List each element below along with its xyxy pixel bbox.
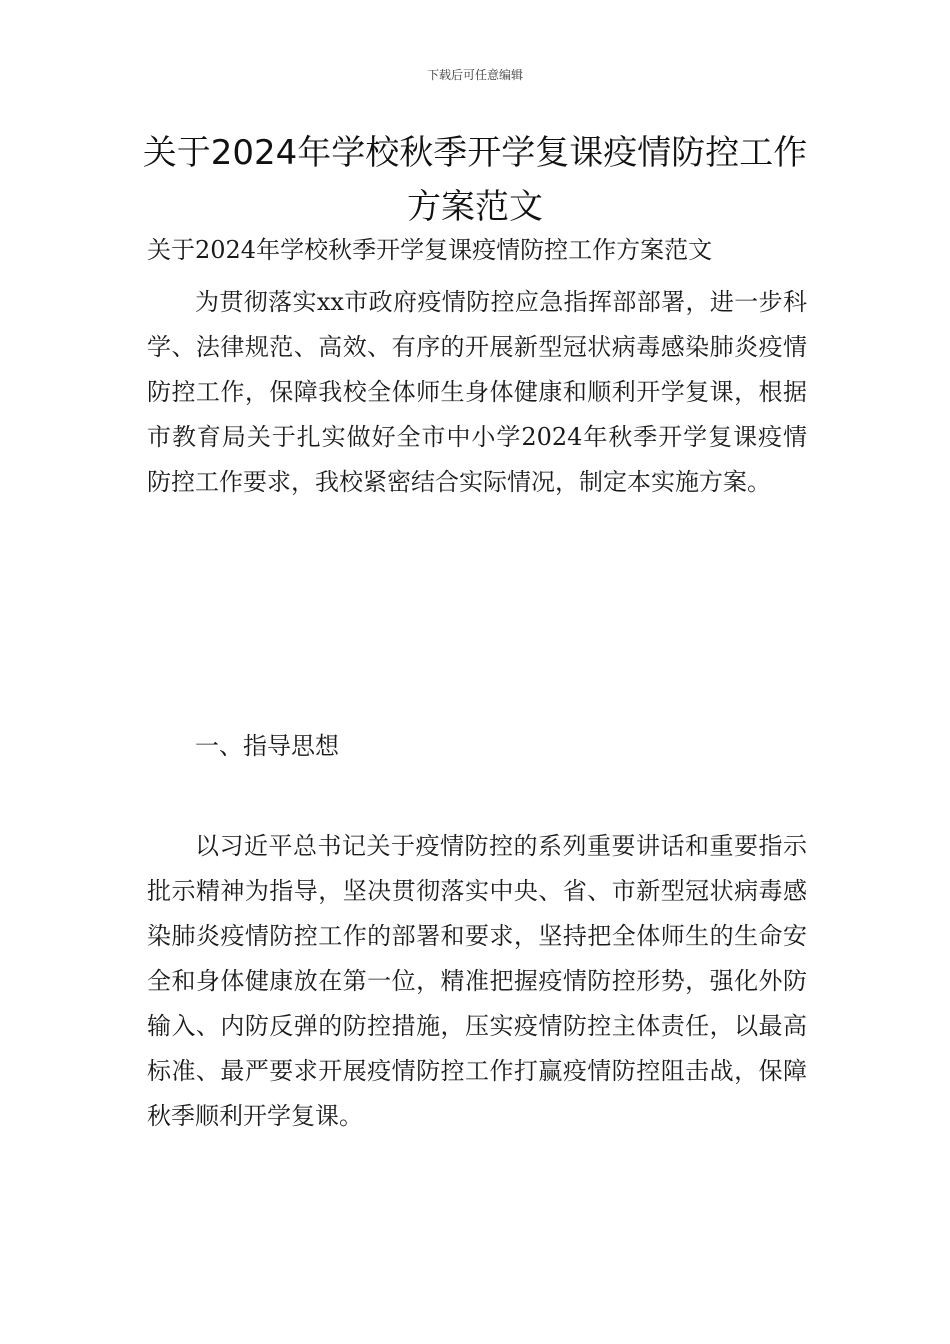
intro-paragraph: 为贯彻落实xx市政府疫情防控应急指挥部部署，进一步科学、法律规范、高效、有序的开展新型冠状病毒感染肺炎疫情防控工作，保障我校全体师生身体健康和顺利开学复课，根据市教育局关于扎实做好全市中小学2024年秋季开学复课疫情防控工作要求，我校紧密结合实际情况，制定本实施方案。	[147, 288, 807, 496]
section-body-guiding-ideology: 以习近平总书记关于疫情防控的系列重要讲话和重要指示批示精神为指导，坚决贯彻落实中央、省、市新型冠状病毒感染肺炎疫情防控工作的部署和要求，坚持把全体师生的生命安全和身体健康放在第一位，精准把握疫情防控形势，强化外防输入、内防反弹的防控措施，压实疫情防控主体责任，以最高标准、最严要求开展疫情防控工作打赢疫情防控阻击战，保障秋季顺利开学复课。	[147, 832, 807, 1130]
section-heading-guiding-ideology: 一、指导思想	[195, 732, 339, 760]
header-note: 下载后可任意编辑	[426, 68, 523, 82]
document-title: 关于2024年学校秋季开学复课疫情防控工作方案范文	[142, 133, 808, 227]
document-subtitle: 关于2024年学校秋季开学复课疫情防控工作方案范文	[147, 236, 713, 264]
